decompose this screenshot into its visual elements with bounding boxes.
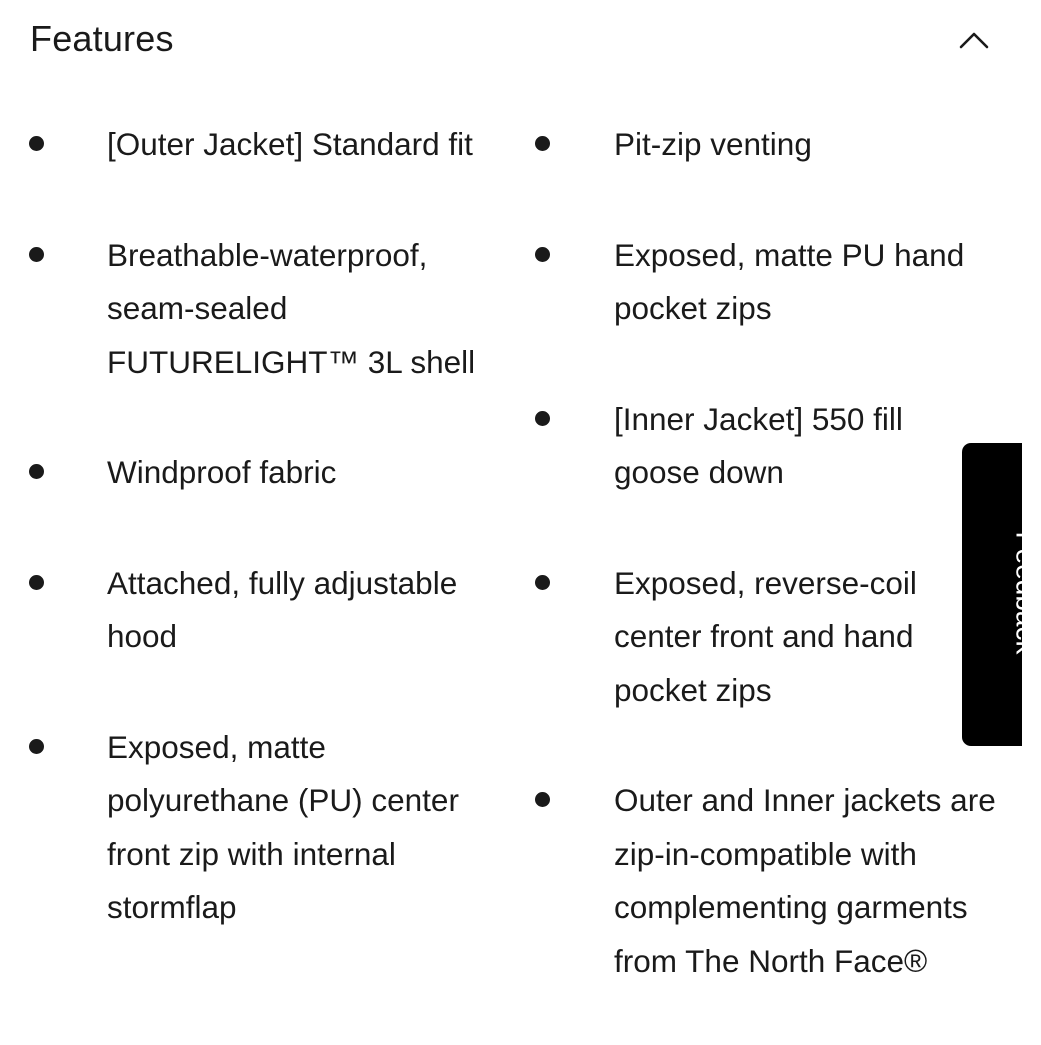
list-item: [508, 774, 1000, 988]
list-item: [0, 721, 508, 935]
features-list-right: [508, 118, 1000, 1045]
list-item: [0, 446, 508, 500]
feature-text: Breathable-waterproof, seam-sealed FUTURELIGHT™ 3L shell: [107, 236, 476, 380]
feature-text: Attached, fully adjustable hood: [107, 564, 458, 654]
features-accordion-header[interactable]: [0, 0, 1000, 80]
list-item: [0, 229, 508, 390]
bullet-icon: [29, 136, 44, 151]
feature-text: Exposed, reverse-coil center front and hand pocket zips: [614, 564, 917, 708]
feature-text: [Outer Jacket] Standard fit: [107, 126, 473, 162]
list-item: [508, 393, 1000, 500]
feature-text: Exposed, matte polyurethane (PU) center front zip with internal stormflap: [107, 728, 459, 925]
bullet-icon: [535, 792, 550, 807]
feature-text: Windproof fabric: [107, 454, 337, 490]
feature-text: Outer and Inner jackets are zip-in-compatible with complementing garments from The North Face®: [614, 782, 996, 979]
bullet-icon: [29, 739, 44, 754]
bullet-icon: [535, 247, 550, 262]
feature-text: Exposed, matte PU hand pocket zips: [614, 236, 965, 326]
features-list-left: [0, 118, 508, 992]
list-item: [0, 118, 508, 172]
list-item: [508, 118, 1000, 172]
feedback-tab-button[interactable]: [962, 443, 1041, 746]
bullet-icon: [535, 411, 550, 426]
list-item: [508, 557, 1000, 718]
bullet-icon: [29, 575, 44, 590]
section-title: Features: [30, 18, 174, 59]
feature-text: [Inner Jacket] 550 fill goose down: [614, 400, 903, 490]
collapse-toggle[interactable]: [950, 20, 998, 56]
feature-text: Pit-zip venting: [614, 126, 812, 162]
list-item: [0, 557, 508, 664]
bullet-icon: [535, 136, 550, 151]
bullet-icon: [535, 575, 550, 590]
feedback-tab-label: Feedback: [1010, 531, 1041, 655]
list-item: [508, 229, 1000, 336]
bullet-icon: [29, 464, 44, 479]
bullet-icon: [29, 247, 44, 262]
chevron-up-icon: [950, 20, 998, 56]
